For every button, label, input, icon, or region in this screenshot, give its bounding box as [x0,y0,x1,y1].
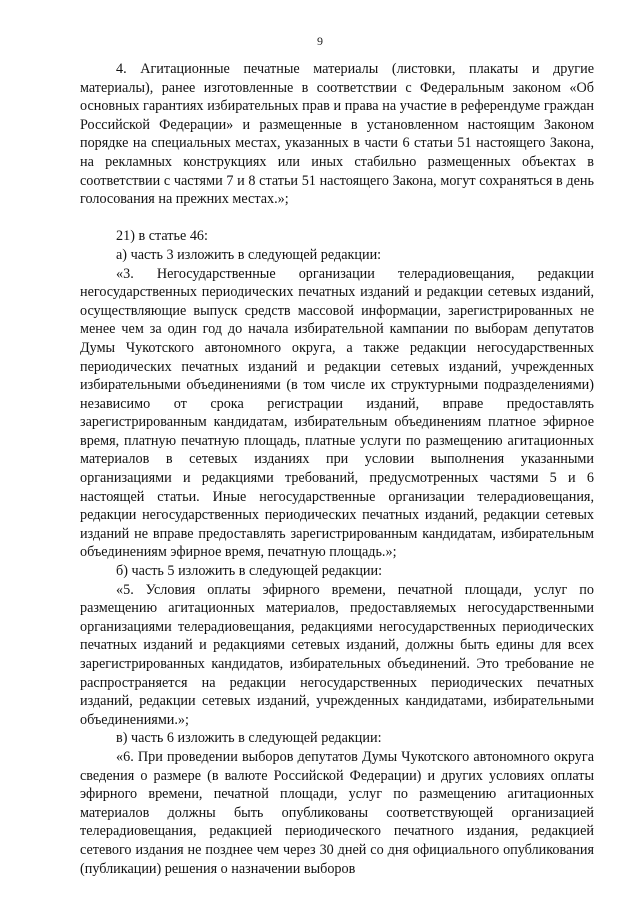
paragraph-part-6-text: «6. При проведении выборов депутатов Думы Чукотского автономного округа сведения о размере (в валюте Российской Федерации) и других условиях оплаты эфирного времени, печатной площади, услуг по размещению агитационных материалов должны быть опубликованы соответствующей организацией телерадиовещания, редакцией периодического печатного издания, редакцией сетевого издания не позднее чем через 30 дней со дня официального опубликования (публикации) решения о назначении выборов [80,748,594,877]
paragraph-part-4: 4. Агитационные печатные материалы (листовки, плакаты и другие материалы), ранее изготовленные в соответствии с Федеральным законом «Об основных гарантиях избирательных прав и права на участие в референдуме граждан Российской Федерации» и размещенные в установленном настоящим Законом порядке на специальных местах, указанных в части 6 статьи 51 настоящего Закона, на рекламных конструкциях или иных стабильно размещенных объектах в соответствии с частями 7 и 8 статьи 51 настоящего Закона, могут сохраняться в день голосования на прежних местах.»; [80,61,594,208]
paragraph-item-21: 21) в статье 46: [116,228,208,245]
paragraph-subitem-a: а) часть 3 изложить в следующей редакции: [116,246,382,263]
paragraph-subitem-b: б) часть 5 изложить в следующей редакции: [116,563,383,580]
page-number: 9 [317,34,323,48]
paragraph-part-5-text: «5. Условия оплаты эфирного времени, печатной площади, услуг по размещению агитационных материалов, предоставляемых негосударственными организациями телерадиовещания, редакциями негосударственных периодических печатных изданий и редакциями сетевых изданий, должны быть едины для всех зарегистрированных кандидатов, избирательных объединений. Это требование не распространяется на редакции негосударственных периодических печатных изданий, редакции сетевых изданий, учрежденных кандидатами, избирательными объединениями.»; [80,581,594,728]
paragraph-subitem-v: в) часть 6 изложить в следующей редакции: [116,730,382,747]
paragraph-part-3-text: «3. Негосударственные организации телерадиовещания, редакции негосударственных периодических печатных изданий и редакции сетевых изданий, осуществляющие выпуск средств массовой информации, зарегистрированных не менее чем за один год до начала избирательной кампании по выборам депутатов Думы Чукотского автономного округа, а также редакции негосударственных периодических печатных изданий и редакции сетевых изданий, учрежденных избирательными объединениями (в том числе их структурными подразделениями) независимо от срока регистрации изданий, вправе предоставлять зарегистрированным кандидатам, избирательным объединениям платное эфирное время, платную печатную площадь, платные услуги по размещению агитационных материалов в сетевых изданиях при условии выполнения указанными организациями и редакциями требований, предусмотренных частями 5 и 6 настоящей статьи. Иные негосударственные организации телерадиовещания, редакции негосударственных периодических печатных изданий, редакции сетевых изданий не вправе предоставлять зарегистрированным кандидатам, избирательным объединениям эфирное время, печатную площадь.»; [80,265,594,561]
document-body [80,60,594,878]
